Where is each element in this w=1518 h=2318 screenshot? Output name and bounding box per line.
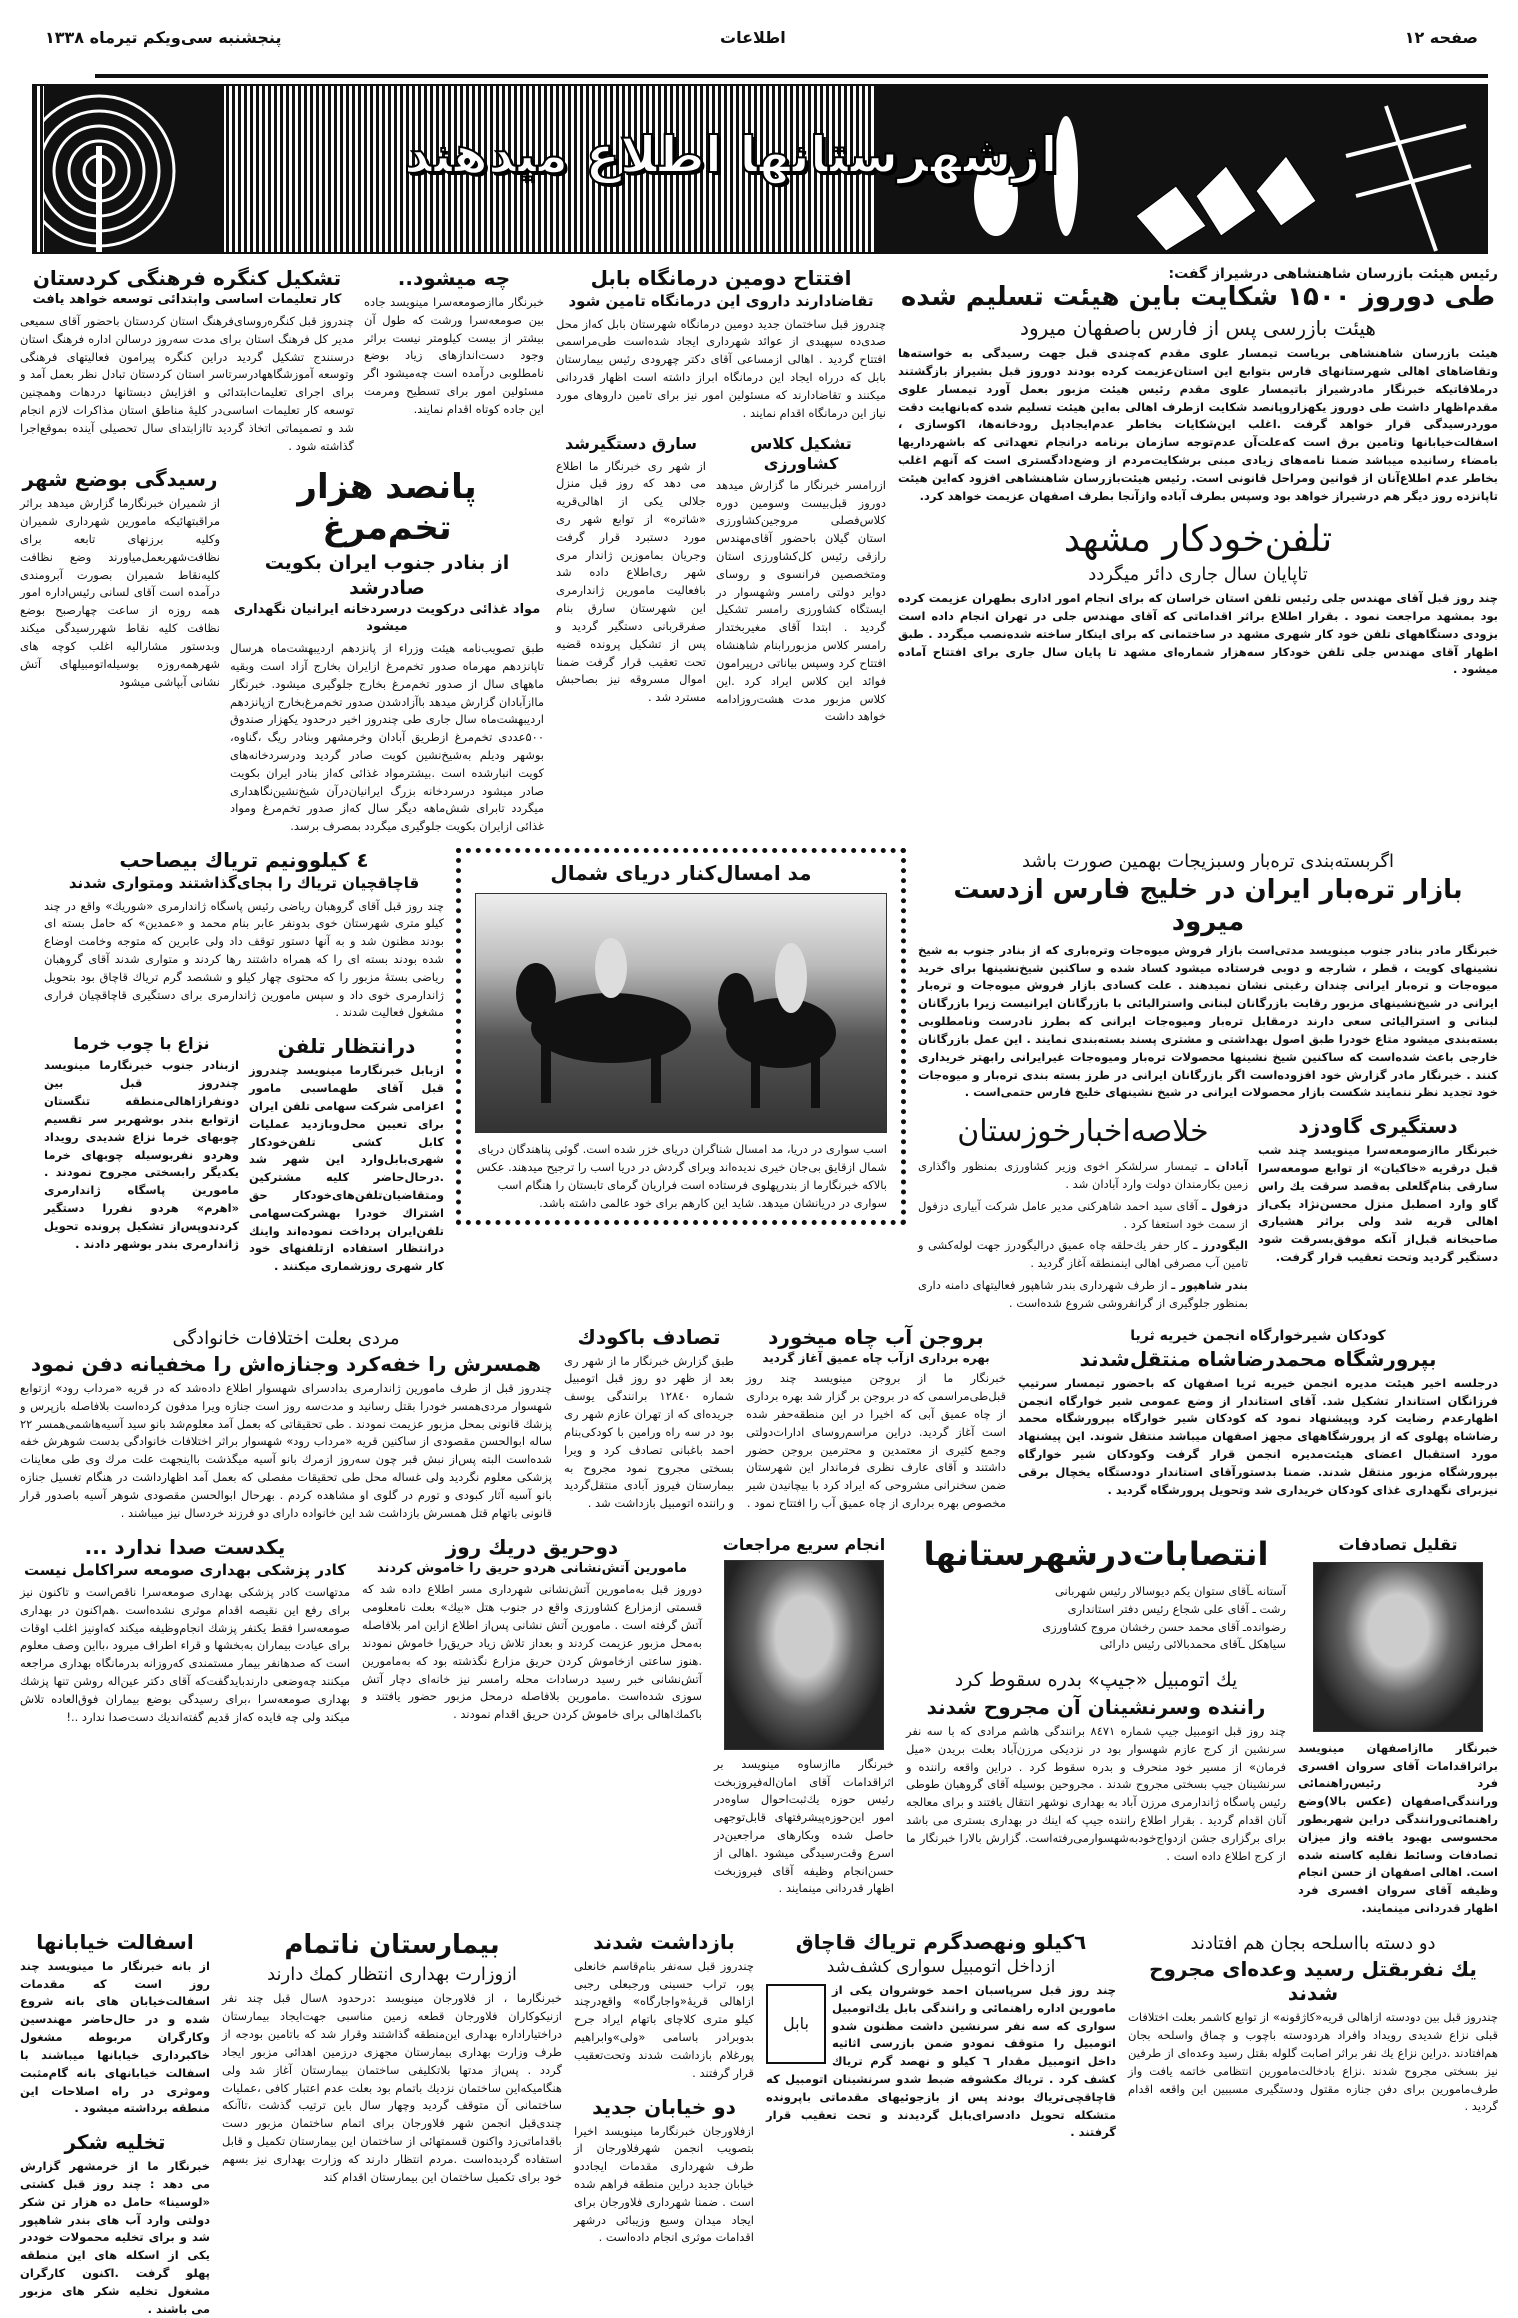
article-unfinished-hospital (222, 1930, 562, 2187)
article-body: ازبنادر جنوب خبرنگارما مینویسد چندروز قبل بین دونفرازاهالی‌منطقه تنگستان ازتوابع بندر بوشهربر سر تقسیم چوبهای خرما نزاع شدیدی رویداد وهردو نفربوسیله چوبهای خرما یکدیگر رابسختی مجروح نمودند . مامورین پاسگاه ژاندارمری «اهرم» هردو نفررا دستگیر کردندوپس‌از تشکیل پرونده تحویل ژاندارمری بندر بوشهر دادند . (44, 1058, 239, 1251)
article-body: خبرنگار مادر بنادر جنوب مینویسد مدتی‌است بازار فروش میوه‌جات وتره‌باری که از بنادر جنوب به شیخ نشینهای کویت ، قطر ، شارجه و دوبی فرستاده میشود کساد شده و ساکنین شیخ‌نشینها برای خرید میوه‌جات و تره‌بار ایرانی چندان رغبتی نشان نمیدهند . علت کسادی بازار فروش میوه‌جات و تره‌بار ایرانی در شیخ‌نشینهای مزبور رقابت بازرگانان لبنانی واسترالیائی با بازرگانان ایرانیست زیرا بازرگانان لبنانی و استرالیائی سعی دارند درمقابل تره‌بار ومیوه‌جات ایرانی که بطرز نادرست ونامطلوبی بسته‌بندی میشود متاع خودرا طبق اصول بهداشتی و مشتری پسند بسته‌بندی نمایند . این عمل بازرگانان خارجی باعث شده‌است که ساکنین شیخ نشینها محصولات تره‌بار ومیوه‌جات غیرایرانی رابهتر خریداری کنند . خبرنگار مادر گزارش خود افزوده‌است اگر بازرگانان ایرانی در طرز بسته بندی تره‌بار و میوه‌جات خود تجدید نظر ننمایند شکست بازار محصولات ایرانی در شیخ نشینهای خلیج فارس حتمی‌است . (918, 942, 1498, 1100)
article-body: طبق تصویب‌نامه هیئت وزراء از پانزدهم اردیبهشت‌ماه هرسال تاپانزدهم مهرماه صدور تخم‌مرغ ازایران بخارج آزاد است وبقیه ماههای سال از صدور تخم‌مرغ بخارج جلوگیری میشود. خبرنگار ماازآبادان گزارش میدهد باآزادشدن صدور تخم‌مرغ‌بخارج ازپانزدهم اردیبهشت‌ماه سال جاری طی چندروز اخیر درحدود یکهزار صندوق ۵۰۰عددی تخم‌مرغ ازطریق آبادان وخرمشهر وبنادر ریگ ،گناوه، بوشهر ودیلم به‌شیخ‌نشین کویت صادر گردید ودرسردخانه‌های کویت انبارشده است .بیشترمواد غذائی که‌از بنادر ایران بکویت صادر میشود درسردخانه بزرگ ایرانیان‌درآن شیخ‌نشین‌نگاهداری میگردد تابرای شش‌ماهه دیگر سال که‌از صدور تخم‌مرغ ومواد غذائی ازایران بکویت جلوگیری میگردد بمصرف برسد. (230, 641, 544, 834)
article-agriculture-class (716, 434, 886, 726)
headline: نزاع با چوب خرما (73, 1034, 210, 1054)
headline: تخلیه شکر (64, 2130, 166, 2155)
headline: بازار تره‌بار ایران در خلیج فارس ازدست میرود (953, 875, 1463, 937)
article-body: هیئت بازرسان شاهنشاهی بریاست تیمسار علوی مقدم که‌چندی قبل جهت رسیدگی به خواسته‌ها وتقاضاهای اهالی شهرستانهای فارس بتوابع این استان‌عزیمت کرده بودند دوروز قبل بشیراز بازگشتند درملاقاتیکه خبرنگار مادرشیراز باتیمسار علوی مقدم رئیس هیئت مزبور بعمل آورد تیمسار علوی مقدم‌اظهار داشت طی دوروز یکهزاروپانصد شکایت ازطرف اهالی به‌این هیئت تسلیم شده که‌بانهایت دقت موردرسیدگی قرار خواهد گرفت .اغلب این‌شکایات بخاطر عدم‌ایجادپل رودخانه‌ها، اکوسازی ، اسفالت‌خیابانها وتامین برق است که‌علت‌آن عدم‌توجه سازمان برنامه درانجام تعهداتی که باشهرداریها بامضاء رسانیده میباشد ضمنا نامه‌های زیادی مبنی برشکایت‌مردم از وضع‌دادگستری است که آنهم اغلب بخاطر عدم اطلاع‌آنان از قوانین ومراحل قانونی است. رئیس هیئت‌بازرسان شاهنشاهی افزود که‌این هیئت تاپانزده روز دیگر هم درشیراز خواهد بود وسپس بطرف آباده وازآنجا بطرف اصفهان عزیمت خواهد کرد. (898, 346, 1498, 503)
article-abandoned-opium (44, 848, 444, 1022)
column (898, 266, 1498, 679)
item-text: تیمسار سرلشکر اخوی وزیر کشاورزی بمنظور واگذاری زمین بکارمندان دولت وارد آبادان شد . (918, 1159, 1248, 1191)
headline: تشکیل کنگره فرهنگی کردستان (32, 266, 342, 290)
article-body: خبرنگار ماازساوه مینویسد بر اثراقدامات آقای امان‌اله‌فیروزبخت رئیس حوزه یك‌ثبت‌احوال ساوه‌در امور این‌حوزه‌پیشرفتهای قابل‌توجهی حاصل شده وبکارهای مراجعین‌در اسرع وقت‌رسیدگی میشود .اهالی از حسن‌انجام وظیفه آقای فیروزبخت اظهار قدردانی مینمایند . (714, 1756, 894, 1896)
headline: انتصابات‌درشهرستانها (923, 1534, 1269, 1573)
article-body: خبرنگار ماازصومعه‌سرا مینویسد جاده بین صومعه‌سرا ورشت که طول آن بیشتر از بیست کیلومتر نیست براثر وجود دست‌اندازهای زیاد بوضع نامطلوبی درآمده است چه‌میشود اگر مسئولین امور برای تسطیح ومرمت این جاده کوتاه اقدام نمایند. (364, 295, 544, 416)
article-shemiran-cleanliness (20, 467, 220, 691)
horse-riders-photo (475, 893, 887, 1133)
column (20, 1535, 350, 1727)
article-row (918, 1114, 1498, 1313)
kicker: رئیس هیئت بازرسان شاهنشاهی درشیراز گفت: (1168, 266, 1498, 282)
city-stamp-babol: بابل (766, 1984, 826, 2064)
kicker: کودکان شیرخوارگاه انجمن خیریه ثریا (1130, 1327, 1386, 1344)
article-body: دوروز قبل به‌مامورین آتش‌نشانی شهرداری مسر اطلاع داده شد که قسمتی ازمزارع کشاورزی واقع در جنوب هتل «بیك» بعلت نامعلومی آتش گرفته است . مامورین آتش نشانی پس‌از اطلاع ازاین امر بلافاصله به‌محل مزبور عزیمت کردند و بعداز تلاش زیاد حریق‌را خاموش نمودند .هنوز ساعتی ازخاموش کردن حریق مزارع نگذشته بود که به‌مامورین آتش‌نشانی خبر رسید درسادات محله رامسر نیز خانه‌ای دچار آتش سوزی شده‌است .مامورین بلافاصله درمحل مزبور حضور یافتند و باکمك‌اهالی برای خاموش کردن حریق اقدام نمودند . (362, 1582, 702, 1722)
article-wife-murder (20, 1325, 552, 1523)
article-body: چندروز قبل ساختمان جدید دومین درمانگاه شهرستان بابل که‌از محل صدی‌ده سپهبدی از عوائد شهرداری ایجاد شده‌است طی‌مراسمی افتتاح گردید . اهالی ازمساعی آقای دکتر چهرودی رئیس بیمارستان بابل که درراه ایجاد این درمانگاه ابراز داشته است اظهار قدردانی میکنند و تقاضادارند که مسئولین امور نیز برای تامین داروهای مورد نیاز این درمانگاه اقدام نمایند . (556, 316, 886, 420)
article-body: خبرنگار ماازصومعه‌سرا مینویسد چند شب قبل درقریه «خاکیان» از توابع صومعه‌سرا سارقی بنام‌گلعلی به‌قصد سرقت یك راس گاو وارد اصطبل منزل محسن‌نژاد یکی‌از اهالی قریه شد ولی براثر هشیاری صاحبخانه قبل‌از آنکه موفق‌بسرقت شود دستگیر گردید وتحت تعقیب قرار گرفت. (1258, 1143, 1498, 1265)
news-item (918, 1198, 1248, 1234)
article-body: خبرنگارما ، از فلاورجان مینویسد :درحدود ۸سال قبل چند نفر ازنیکوکاران فلاورجان قطعه زمین مناسبی جهت‌ایجاد بیمارستان دراختیاراداره بهداری این‌منطقه گذاشتند وقرار شد که باتامین بودجه از طرف وزارت بهداری بیمارستان مجهزی درزمین اهدائی مزبور ایجاد گردد . پس‌از مدتها بلاتکلیفی ساختمان بیمارستان آغاز شد ولی هنگامیکه‌این ساختمان نزدیك باتمام بود بعلت عدم اعتبار کافی ،عملیات ساختمانی آن متوقف گردید وچهار سال باین ترتیب گذشت ،تاآنکه چندی‌قبل انجمن شهر فلاورجان برای اتمام ساختمان مزبور دست باقداماتی‌زد واکنون قسمتهائی از ساختمان این بیمارستان تکمیل و قابل استفاده گردیده‌است .مردم انتظار دارند که وزارت بهداری نیز بسهم خود برای تکمیل ساختمان این بیمارستان اقدام کند (222, 1991, 562, 2184)
headline: اسفالت خیابانها (36, 1929, 194, 1954)
column (1018, 1325, 1498, 1500)
article-row (20, 467, 544, 836)
article-thief-arrested (556, 434, 706, 707)
appointment-item: رضوانده‌ـ آقای محمد حسن رخشان مروج کشاورزی (1042, 1619, 1286, 1634)
article-babol-clinic (556, 266, 886, 422)
kicker: مردی بعلت اختلافات خانوادگی (172, 1327, 400, 1349)
headline: چه میشود.. (397, 266, 511, 290)
section-banner (32, 84, 1488, 254)
radio-waves-icon (44, 86, 224, 254)
column (574, 1930, 754, 2247)
subheadline: تاپایان سال جاری دائر میگردد (1088, 563, 1308, 585)
article-two-new-streets (574, 2095, 754, 2248)
headline: دو خیابان جدید (592, 2094, 736, 2119)
article-body: چند روز قبل سرپاسبان احمد خوشروان یکی از مامورین اداره راهنمائی و رانندگی بابل یك‌اتومبیل سواری که سه نفر سرنشین داشت مظنون شدو اتومبیل را متوقف نمودو ضمن بازرسی اثاثیه داخل اتومبیل مقدار ٦ کیلو و نهصد گرم تریاك کشف کرد . تریاك مکشوفه ضبط شدو سرنشینان اتومبیل که قاچاقچی‌تریاك بودند پس از بازجوئیهای مقدماتی باپرونده متشکله تحویل دادسرای‌بابل گردیدند و تحت تعقیب قرار گرفتند . (766, 1982, 1116, 2140)
article-che-mishavad (364, 266, 544, 419)
subheadline: از بنادر جنوب ایران بکویت صادرشد (264, 551, 510, 599)
article-body: چند روز قبل اتومبیل جیپ شماره ۸٤۷۱ برانندگی هاشم مرادی که با سه نفر سرنشین از کرج عازم شهسوار بود در نزدیکی مرزن‌آباد بعلت بریدن «میل فرمان» از مسیر خود منحرف و بدره سقوط کرد . دراین واقعه راننده و سرنشینان جیپ بسختی مجروح شدند . مجروحین بوسیله آقای گروهبان طوطی رئیس پاسگاه ژاندارمری مرزن آباد به بهداری نوشهر انتقال یافتند و برای معالجه آنان اقدام گردید . بقرار اطلاع راننده جیپ که اینك در بهداری بستری می باشد برای برگزاری جشن ازدواج‌خودبه‌شهسوارمی‌رفته‌است. گزارش بالارا خبرنگار ما از کرج اطلاع داده است . (906, 1723, 1286, 1863)
article-body: از بانه خبرنگار ما مینویسد چند روز است که مقدمات اسفالت‌خیابان های بانه شروع شده و در حال‌حاضر مهندسین وکارگران مربوطه مشغول خاکبرداری خیابانها میباشند با اسفالت خیابانهای بانه گام‌مثبت وموثری در راه اصلاحات این منطقه برداشته میشود . (20, 1958, 210, 2116)
article-body: مدتهاست کادر پزشکی بهداری صومعه‌سرا ناقص‌است و تاکنون نیز برای رفع این نقیصه اقدام موثری نشده‌است .هم‌اکنون در بهداری صومعه‌سرا فقط یکنفر پزشك انجام‌وظیفه میکند که‌اونیز اغلب اوقات برای عیادت بیماران به‌بخشها و قراء اطراف میرود ،بااین وصف معلوم است که صدهانفر بیمار مستمندی که‌روزانه بدرمانگاه بهداری مراجعه میکنند چه‌وضعی دارندبایدگفت‌که آقای دکتر عین‌اله روشن تنها پزشك بهداری صومعه‌سرا ،برای رسیدگی بوضع بیماران فوق‌العاده تلاش میکند ولی چه فایده که‌از قدیم گفته‌اندیك دست‌صدا ندارد ..! (20, 1585, 350, 1724)
subheadline: کادر پزشکی بهداری صومعه سراکامل نیست (23, 1560, 347, 1579)
place: آبادان ـ (1204, 1159, 1248, 1174)
column (20, 1930, 210, 2318)
subheadline: ازوزارت بهداری انتظار کمك دارند (267, 1964, 517, 1986)
newspaper-name: اطلاعات (720, 28, 786, 47)
article-row (44, 1034, 444, 1276)
header-rule (95, 74, 1488, 78)
section-row-4 (0, 1535, 1518, 1918)
headline: راننده وسرنشینان آن مجروح شدند (926, 1694, 1266, 1719)
article-detained (574, 1930, 754, 2083)
article-khuzestan-summary (918, 1114, 1248, 1313)
appointment-item: سیاهکل ـآقای محمدبالائی رئیس دارائی (1099, 1637, 1286, 1652)
subheadline: بهره برداری ازآب چاه عمیق آغاز گردید (762, 1350, 990, 1365)
article-orphanage-transfer (1018, 1325, 1498, 1500)
article-borujen-well (746, 1325, 1006, 1513)
column (746, 1325, 1006, 1513)
place: دزفول ـ (1202, 1198, 1248, 1213)
photo-feature-box (456, 848, 906, 1225)
article-two-fires (362, 1535, 702, 1724)
section-row-5 (0, 1930, 1518, 2318)
article-body: از شهر ری خبرنگار ما اطلاع می دهد که روز قبل منزل جلالی یکی از اهالی‌قریه «شاتره» از توابع شهر ری مورد دستبرد قرار گرفت وجریان بماموزین ژاندار مری شهر ری‌اطلاع داده شد بافعالیت مامورین ژاندارمری این شهرستان سارق بنام صفرقربانی دستگیر گردید و پس از تشکیل پرونده قضیه تحت تعقیب قرار گرفت ضمنا اموال مسروقه نیز بصاحبش مسترد شد . (556, 458, 706, 705)
masthead (0, 0, 1518, 84)
headline: یکدست صدا ندارد ... (84, 1534, 286, 1559)
subheadline: ازداخل اتومبیل سواری کشف‌شد (826, 1956, 1056, 1977)
article-body: ازفلاورجان خبرنگارما مینویسد اخیرا بتصویب انجمن شهرفلاورجان از طرف شهرداری مقدمات ایجاددو خیابان جدید دراین منطقه فراهم شده است . ضمنا شهرداری فلاورجان برای ایجاد میدان وسیع وزیبائی درشهر اقدامات موثری انجام داده‌است . (574, 2123, 754, 2245)
officer-portrait-photo (1313, 1562, 1483, 1732)
headline: بپرورشگاه محمدرضاشاه منتقل‌شدند (1079, 1346, 1437, 1371)
column (456, 848, 906, 1225)
article-street-asphalt (20, 1930, 210, 2118)
article-health-staff (20, 1535, 350, 1727)
photo-caption: اسب سواری در دریا، مد امسال شناگران دریای خزر شده است. گوئی پناهندگان دریای شمال ازقایق بی‌جان خیری ندیده‌اند وبرای گردش در دریا اسب را ترجیح میدهند. عکس بالاکه خبرنگارما از بندرپهلوی فرستاده است فراریان گرمای تابستان را هنگام اسب سواری در دریانشان میدهد. شاید این کارهم برای خود عالمی داشته باشد. (476, 1142, 887, 1210)
article-egg-export (230, 467, 544, 836)
section-row-2 (0, 848, 1518, 1313)
article-traffic-reduction (1298, 1535, 1498, 1918)
article-body: چندروز قبل از طرف مامورین ژاندارمری بدادسرای شهسوار اطلاع داده‌شد که در قریه «مرداب رود» ازتوابع شهسوار مردی‌همسر خودرا بقتل رسانید و مدت‌سه روز است جنازه ویرا مدفون کرده‌است بلافاصله بازپرس و پزشك قانونی بمحل مزبور عزیمت نمودند . طی تحقیقاتی که بعمل آمد معلوم‌شد بانو سید آسیه‌هاشمی‌همسر ۲۲ ساله ابوالحسن مقصودی از ساکنین قریه «مرداب رود» شهسوار براثر اختلافات خانوادگی بدست شوهرش خفه شده‌است البته پس‌از نبش قبر چون سه‌روز ازمرك بانو آسیه میگذشت بااینجهت علت مرك وی طی معاینات پزشکی معلوم نگردید ولی غساله محل طی تحقیقات مفصلی که بعمل آمد اظهارداشت در هنگام تغسیل جنازه بانو آسیه آثار کبودی و تورم در گلوی او مشاهده کردم . بهرحال ابوالحسن مقصودی شوهر آسیه باصدور قرار قانونی باتهام قتل همسرش بازداشت شد این خانواده دارای دو فرزند خردسال نیز میباشند . (20, 1381, 552, 1520)
issue-date: پنجشنبه سی‌ویکم تیرماه ۱۳۳۸ (45, 28, 282, 47)
article-kurdistan-congress (20, 266, 354, 455)
headline: یك نفربقتل رسید وعده‌ای مجروح شدند (1149, 1957, 1477, 2006)
article-body: خبرنگار ما از بروجن مینویسد چند روز قبل‌طی‌مراسمی که در بروجن بر گزار شد بهره برداری از چاه عمیق آبی که اخیرا در این منطقه‌حفر شده است آغاز گردید. دراین مراسم‌روسای ادارات‌دولتی وجمع کثیری از معتمدین و محترمین بروجن حضور داشتند و آقای عارف نظری فرماندار این شهرستان ضمن سخنرانی مشروحی که ایراد کرد با بیچانیدن شیر مخصوص بهره برداری از چاه عمیق آب را افتتاح نمود . (746, 1371, 1006, 1510)
horse-silhouettes-icon (481, 893, 881, 1133)
headline: ٦کیلو ونهصدگرم تریاك قاچاق (795, 1929, 1087, 1954)
column (766, 1930, 1116, 2142)
headline: درانتظار تلفن (277, 1034, 416, 1059)
headline: بازداشت شدند (593, 1929, 735, 1954)
headline: بروجن آب چاه میخورد (768, 1324, 984, 1349)
page-number: صفحه ۱۲ (1404, 28, 1478, 47)
news-item (918, 1277, 1248, 1313)
article-body: خبرنگار ماازاصفهان مینویسد براثراقدامات آقای سروان افسری فرد رئیس‌راهنمائی ورانندگی‌اصفهان (عکس بالا)وضع راهنمائی‌ورانندگی دراین شهربطور محسوسی بهبود یافته واز میزان تصادفات وسائط نقلیه کاسته شده است. اهالی اصفهان از حسن انجام وظیفه آقای سروان افسری فرد اظهار قدردانی مینمایند. (1298, 1740, 1498, 1916)
column (362, 1535, 702, 1724)
column (906, 1535, 1286, 1866)
article-armed-clash (1128, 1930, 1498, 2116)
kicker: اگربسته‌بندی تره‌بار وسبزیجات بهمین صورت باشد (1021, 851, 1395, 873)
column (44, 848, 444, 1276)
article-jeep-crash (906, 1666, 1286, 1865)
subheadline: قاچاقچیان تریاك را بجای‌گذاشتند ومتواری شدند (68, 874, 420, 893)
article-row (20, 266, 544, 455)
appointment-item: آستانه ـآقای ستوان یکم دیوسالار رئیس شهربانی (1054, 1583, 1286, 1598)
article-body: ازرامسر خبرنگار ما گزارش میدهد دوروز قبل‌بیست وسومین دوره کلاس‌فصلی مروجین‌کشاورزی استان گیلان باحضور آقای‌مهندس رازقی رئیس کل‌کشاورزی استان ومتخصصین فرانسوی و روسای دوایر دولتی رامسر وشهسوار در ایستگاه کشاورزی رامسر تشکیل گردید . ابتدا آقای مغیربختدار رامسر کلاس مزبوررابنام شاهنشاه افتتاح کرد وسپس بیاناتی درپیرامون فوائد این کلاس ایراد کرد .این کلاس مزبور مدت هشت‌روزادامه خواهد داشت (716, 477, 886, 724)
article-palm-wood-fight (44, 1034, 239, 1253)
section-row-1 (0, 266, 1518, 836)
article-shiraz-inspection (898, 266, 1498, 506)
column (20, 266, 544, 836)
article-body: درجلسه اخیر هیئت مدیره انجمن خیریه ثریا اصفهان که باحضور تیمسار سرتیپ فرزانگان استاندار تشکیل شد. آقای استاندار از وضع عمومی شیر خوارگاه انجمن اظهارعدم رضایت کرد وپیشنهاد نمود که کودکان شیر خوارگاه بپرورشگاه محمد رضاشاه پهلوی که از پرورشگاههای مجهز اصفهان میباشد منتقل شوند. این پیشنهاد مورد استقبال اعضای هیئت‌مدیره انجمن قرار گرفت وکودکان شیر خوارگاه بپرورشگاه مزبور منتقل شدند. ضمنا بدستورآقای استاندار دودستگاه یخچال برقی نیزبرای نگهداری غذای کودکان خریداری شد وتحویل پرورشگاه گردید . (1018, 1375, 1498, 1497)
radio-tower-illustration (44, 86, 224, 254)
headline: همسرش را خفه‌کرد وجنازه‌اش را مخفیانه دفن نمود (30, 1352, 542, 1377)
item-text: کار حفر یك‌حلقه چاه عمیق درالیگودرز جهت لوله‌کشی و تامین آب مصرفی اهالی اینمنطقه آغاز گردید . (918, 1238, 1248, 1271)
headline: تقلیل تصادفات (1338, 1534, 1458, 1554)
subheadline: کار تعلیمات اساسی وابتدائی توسعه خواهد یافت (32, 292, 342, 307)
headline: پانصد هزار تخم‌مرغ (297, 467, 477, 549)
column (714, 1535, 894, 1899)
article-body: چندروز قبل سه‌نفر بنام‌قاسم خانعلی پور، تراب حسینی ورجبعلی رجبی ازاهالی قریهٔ«واجارگاه» واقع‌درچند کیلو متری کلاچای باتهام ایراد جرح بدوبرادر باسامی «ولی»وابراهیم پورغلام بازداشت شدند وتحت‌تعقیب قرار گرفتند . (574, 1958, 754, 2080)
news-item (918, 1237, 1248, 1273)
article-awaiting-telephone (249, 1034, 444, 1276)
article-body: خبرنگار ما از خرمشهر گزارش می دهد : چند روز قبل کشتی «لوسینا» حامل ده هزار تن شکر دولتی وارد آب های بندر شاهپور شد و برای تخلیه محمولات خوددر یکی از اسکله های این منطقه پهلو گرفت .اکنون کارگران مشغول تخلیه شکر های مزبور می باشند . (20, 2159, 210, 2316)
article-smuggled-opium-car (766, 1930, 1116, 2142)
headline: ٤ کیلوونیم تریاك بیصاحب (119, 848, 369, 873)
headline: رسیدگی بوضع شهر (22, 467, 218, 492)
kicker: یك اتومبیل «جیپ» بدره سقوط کرد (954, 1669, 1238, 1692)
column (20, 1325, 552, 1523)
article-appointments (906, 1535, 1286, 1655)
headline: بیمارستان ناتمام (284, 1929, 500, 1960)
article-body: چند روز قبل آقای مهندس جلی رئیس تلفن استان خراسان که برای انجام امور اداری بطهران عزیمت کرده بود بمشهد مراجعت نمود . بقرار اطلاع براثر اقداماتی که آقای مهندس جلی در تهران انجام داده است بزودی دستگاههای تلفن خود کار شهری مشهد در ساختمانی که برای اینکار ساخته شده‌نصب میگردد . طبق اظهار آقای مهندس جلی تلفن خودکار سه‌هزار شماره‌ای مشهد تا پایان سال جاری برای افتتاح آماده میشود . (898, 591, 1498, 677)
article-child-accident (564, 1325, 734, 1513)
column (1298, 1535, 1498, 1918)
headline: طی دوروز ۱۵۰۰ شکایت باین هیئت تسلیم شده (900, 282, 1496, 312)
article-persian-gulf-market (918, 848, 1498, 1102)
article-cattle-thief (1258, 1114, 1498, 1267)
article-body: ازبابل خبرنگارما مینویسد چندروز قبل آقای طهماسبی مامور اعزامی شرکت سهامی تلفن ایران برای تعیین محل‌وبازدید عملیات کابل کشی تلفن‌خودکار شهری‌بابل‌وارد این شهر شد .درحال‌حاضر کلیه مشترکین ومتقاضیان‌تلفن‌های‌خودکار حق اشتراك خودرا بهشرکت‌سهامی تلفن‌ایران پرداخت نموده‌اند واینك درانتظار استفاده ازتلفنهای خود کار شهری روزشماری میکنند . (249, 1063, 444, 1274)
article-sugar-unloading (20, 2130, 210, 2318)
article-body: چند روز قبل آقای گروهبان ریاضی رئیس پاسگاه ژاندارمری «شوریك» واقع در چند کیلو متری شهرستان خوی بدونفر عابر بنام محمد و «عمدین» که حامل بسته ای بودند مظنون شد و به آنها دستور توقف داد ولی عابرین که متوجه وخامت اوضاع شده بودند بسته ای را که همراه داشتند رها کردند و متواری شدند آقای گروهبان ریاضی بستهٔ مزبور را که محتوی چهار کیلو و ششصد گرم تریاك قاچاق بود بتحویل ژاندارمری خوی داد و سپس مامورین ژاندارمری برای دستگیری قاچاقچیان فراری مشغول فعالیت شدند . (44, 898, 444, 1020)
appointment-item: رشت ـ آقای علی شجاع رئیس دفتر استانداری (1067, 1601, 1286, 1616)
article-body: از شمیران خبرنگارما گزارش میدهد براثر مراقبتهائیکه مامورین شهرداری شمیران وکلیه برزنهای تابعه برای نظافت‌شهربعمل‌میاورند وضع نظافت کلیه‌نقاط شمیران بصورت آبرومندی درآمده است آقای لسانی رئیس‌اداره امور همه روزه از ساعت چهارصبح بوضع نظافت کلیه نقاط شهررسیدگی میکند وبدستور مشارالیه اغلب کوچه های شهرهمه‌روزه بوسیله‌اتومبیلهای آتش نشانی آبپاشی میشود (20, 496, 220, 689)
headline: انجام سریع مراجعات (722, 1534, 886, 1554)
section-row-3 (0, 1325, 1518, 1523)
banner-title: ازشهرستانها اطلاع میدهند (404, 126, 1058, 184)
column (564, 1325, 734, 1513)
article-body: طبق گزارش خبرنگار ما از شهر ری بعد از ظهر دو روز قبل اتومبیل شماره ۱۲۸٤۰ برانندگی یوسف جریده‌ای که از تهران عازم شهر ری بود در سه راه ورامین با کودکی‌بنام احمد باغبانی تصادف کرد و ویرا بسختی مجروح نمود مجروح به بیمارستان فیروز آبادی منتقل‌گردید و راننده اتومبیل بازداشت شد . (564, 1353, 734, 1511)
article-mashhad-telephone (898, 518, 1498, 680)
headline: افتتاح دومین درمانگاه بابل (590, 266, 852, 290)
headline: دوحریق دریك روز (445, 1534, 619, 1559)
subheadline: مامورین آتش‌نشانی هردو حریق را خاموش کردند (376, 1560, 688, 1576)
headline: سارق دستگیرشد (564, 434, 698, 454)
article-saveh-registry (714, 1535, 894, 1899)
official-portrait-photo (724, 1560, 884, 1750)
news-item (918, 1158, 1248, 1194)
headline: تلفن‌خودکار مشهد (1063, 518, 1333, 560)
headline: مد امسال‌کنار دریای شمال (550, 861, 812, 886)
headline: خلاصه‌اخبارخوزستان (957, 1114, 1209, 1150)
place: بندر شاهپور ـ (1171, 1278, 1248, 1293)
article-body: چندروز قبل بین دودسته ازاهالی قریه«کاژقونه» از توابع کاشمر بعلت اختلافات قبلی نزاع شدیدی رویداد وافراد هردودسته باچوب و چماق واسلحه بجان هم‌افتادند .دراین نزاع یك نفر براثر اصابت گلوله بقتل رسید وعده‌ای از طرفین نیز بسختی مجروح شدند .نزاع بادخالت‌مامورین انتظامی خاتمه یافت واز طرف‌مامورین برای دفن جنازه مقتول ودستگیری مسببین این واقعه اقدام گردید . (1128, 2010, 1498, 2114)
item-text: آقای سید احمد شاهرکنی مدیر عامل شرکت آبیاری دزفول از سمت خود استعفا کرد . (918, 1198, 1248, 1231)
column (222, 1930, 562, 2187)
headline: تشکیل کلاس کشاورزی (750, 434, 852, 473)
column (556, 266, 886, 726)
article-row (556, 434, 886, 726)
column (918, 848, 1498, 1313)
kicker: دو دسته بااسلحه بجان هم افتادند (1190, 1932, 1436, 1954)
article-body: چندروز قبل کنگره‌روسای‌فرهنگ استان کردستان باحضور آقای سمیعی مدیر کل فرهنگ استان برای مدت سه‌روز درسالن اداره فرهنگ استان درسنندج تشکیل گردید دراین کنگره پیرامون فعالیتهای فرهنگی وتوسعه آموزشگاههادرسرتاسر استان کردستان تبادل نظر بعمل آمد و برای اجرای تعلیمات‌ابتدائی و افزایش دبستانها دردهات وهمچنین توسعه کار تعلیمات اساسی‌در کلیهٔ مناطق استان مذاکرات لازم انجام شد و تصمیماتی اتخاذ گردید تاازابتدای سال تحصیلی آینده بموقع‌اجرا گذاشته شود . (20, 313, 354, 453)
subheadline: هیئت بازرسی پس از فارس باصفهان میرود (1020, 316, 1376, 341)
headline: تصادف باکودك (577, 1324, 721, 1349)
column (1128, 1930, 1498, 2116)
subheadline-secondary: مواد غذائی درکویت درسردخانه ایرانیان نگهداری میشود (233, 602, 541, 635)
headline: دستگیری گاودزد (1298, 1114, 1458, 1139)
item-text: از طرف شهرداری بندر شاهپور فعالیتهای دامنه داری بمنظور جلوگیری از گرانفروشی شروع شده‌است . (918, 1278, 1248, 1310)
place: الیگودرز ـ (1193, 1238, 1249, 1253)
subheadline: تقاضادارند داروی این درمانگاه تامین شود (568, 292, 874, 310)
